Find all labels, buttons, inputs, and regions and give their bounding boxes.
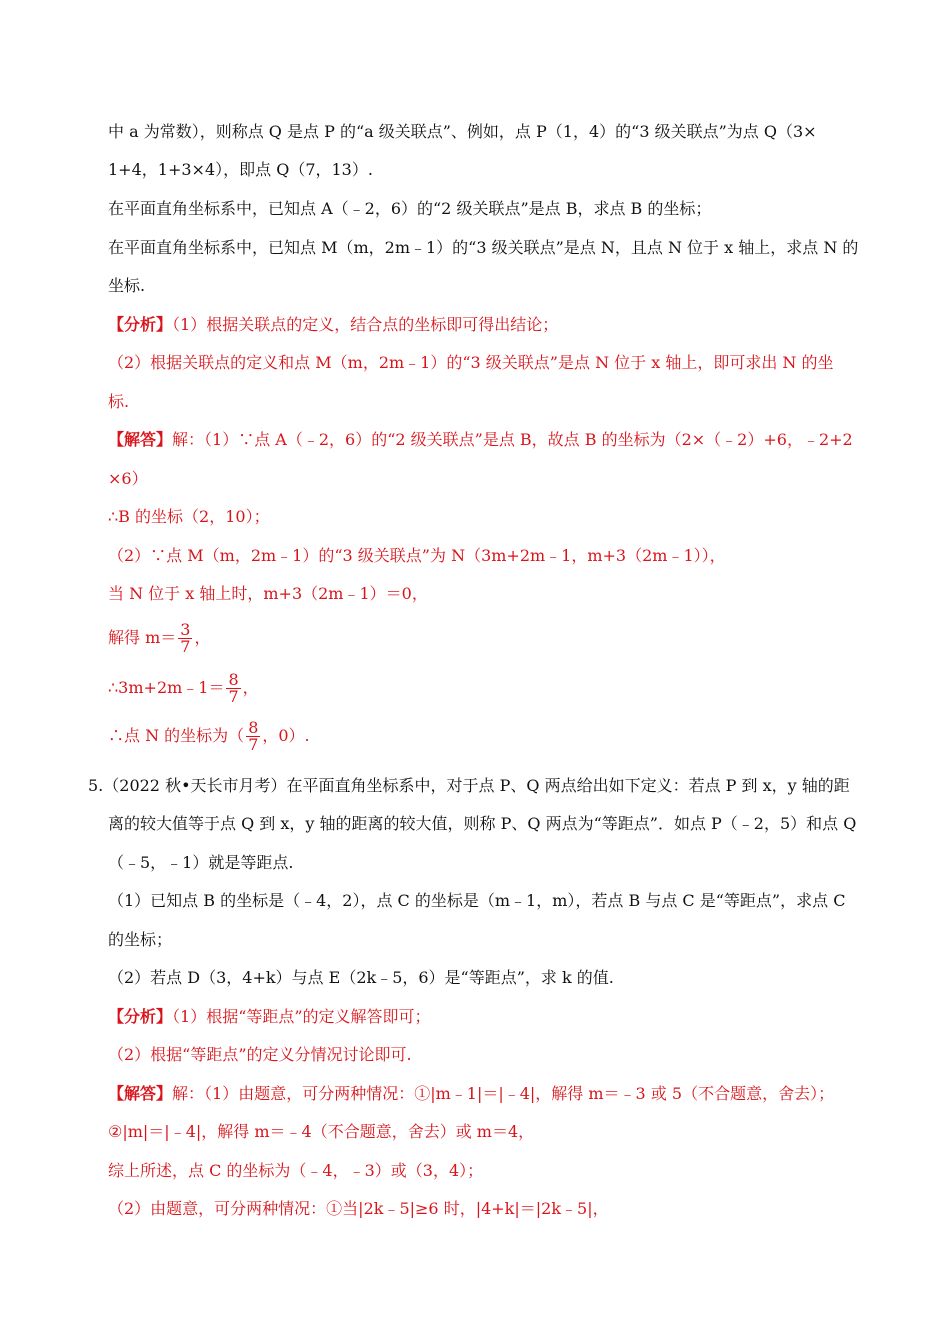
q4-solution-2: ∴B 的坐标（2，10）； bbox=[108, 507, 270, 526]
q5-part1-b: 的坐标； bbox=[108, 930, 173, 949]
q5-stem-3: （﹣5，﹣1）就是等距点. bbox=[108, 853, 294, 872]
fraction-numerator: 8 bbox=[228, 670, 239, 689]
q5-analysis-1 bbox=[108, 1007, 431, 1027]
q4-solution-7 bbox=[108, 720, 310, 753]
fraction-numerator: 3 bbox=[180, 620, 191, 639]
solution-5-prefix: 解得 m＝ bbox=[108, 628, 177, 647]
fraction-denominator: 7 bbox=[228, 687, 239, 706]
solution-tag: 【解答】 bbox=[108, 430, 173, 449]
analysis-text: （1）根据“等距点”的定义解答即可； bbox=[172, 1007, 431, 1026]
fraction-8-7 bbox=[226, 672, 240, 705]
q5-solution-4: （2）由题意，可分两种情况：①当|2k﹣5|≥6 时，|4+k|＝|2k﹣5|， bbox=[108, 1199, 609, 1218]
q4-solution-5 bbox=[108, 622, 210, 655]
intro-line-2: 1+4，1+3×4），即点 Q（7，13）. bbox=[108, 160, 373, 179]
analysis-tag: 【分析】 bbox=[108, 315, 173, 334]
q5-part2: （2）若点 D（3，4+k）与点 E（2k﹣5，6）是“等距点”，求 k 的值. bbox=[108, 968, 614, 987]
q5-stem-2: 离的较大值等于点 Q 到 x，y 轴的距离的较大值，则称 P、Q 两点为“等距点”．如点 P（﹣2，5）和点 Q bbox=[108, 814, 857, 833]
analysis-tag: 【分析】 bbox=[108, 1007, 173, 1026]
q4-analysis-2a: （2）根据关联点的定义和点 M（m，2m﹣1）的“3 级关联点”是点 N 位于 x 轴上，即可求出 N 的坐 bbox=[108, 353, 834, 372]
q4-solution-1a bbox=[108, 430, 853, 450]
fraction-numerator: 8 bbox=[248, 718, 259, 737]
solution-5-suffix: ， bbox=[194, 628, 211, 647]
q4-analysis-1 bbox=[108, 315, 558, 335]
q5-solution-1 bbox=[108, 1084, 834, 1104]
solution-text: 解：（1）由题意，可分两种情况：①|m﹣1|＝|﹣4|，解得 m＝﹣3 或 5（不合题意，舍去）； bbox=[172, 1084, 835, 1103]
fraction-denominator: 7 bbox=[248, 735, 259, 754]
q5-solution-2: ②|m|＝|﹣4|，解得 m＝﹣4（不合题意，舍去）或 m＝4， bbox=[108, 1122, 535, 1141]
fraction-3-7 bbox=[178, 622, 192, 655]
solution-7-prefix: ∴点 N 的坐标为（ bbox=[108, 726, 245, 745]
fraction-8-7 bbox=[246, 720, 260, 753]
intro-line-1: 中 a 为常数），则称点 Q 是点 P 的“a 级关联点”、例如，点 P（1，4）的“3 级关联点”为点 Q（3× bbox=[108, 122, 817, 141]
q4-solution-6 bbox=[108, 672, 259, 705]
solution-text: 解：（1）∵点 A（﹣2，6）的“2 级关联点”是点 B，故点 B 的坐标为（2×（﹣2）+6，﹣2+2 bbox=[172, 430, 853, 449]
q5-part1-a: （1）已知点 B 的坐标是（﹣4，2），点 C 的坐标是（m﹣1，m），若点 B 与点 C 是“等距点”，求点 C bbox=[108, 891, 846, 910]
q4-solution-3: （2）∵点 M（m，2m﹣1）的“3 级关联点”为 N（3m+2m﹣1，m+3（2m﹣1））， bbox=[108, 546, 726, 565]
q5-stem-1: 5.（2022 秋•天长市月考）在平面直角坐标系中，对于点 P、Q 两点给出如下定义：若点 P 到 x，y 轴的距 bbox=[88, 776, 850, 795]
analysis-text: （1）根据关联点的定义，结合点的坐标即可得出结论； bbox=[172, 315, 559, 334]
solution-7-suffix: ，0）. bbox=[262, 726, 310, 745]
fraction-denominator: 7 bbox=[180, 637, 191, 656]
q4-analysis-2b: 标. bbox=[108, 392, 130, 411]
q5-solution-3: 综上所述，点 C 的坐标为（﹣4，﹣3）或（3，4）； bbox=[108, 1161, 484, 1180]
intro-line-4: 在平面直角坐标系中，已知点 M（m，2m﹣1）的“3 级关联点”是点 N，且点 N 位于 x 轴上，求点 N 的 bbox=[108, 238, 859, 257]
solution-tag: 【解答】 bbox=[108, 1084, 173, 1103]
intro-line-5: 坐标. bbox=[108, 276, 146, 295]
q5-analysis-2: （2）根据“等距点”的定义分情况讨论即可. bbox=[108, 1045, 412, 1064]
solution-6-prefix: ∴3m+2m﹣1＝ bbox=[108, 678, 225, 697]
intro-line-3: 在平面直角坐标系中，已知点 A（﹣2，6）的“2 级关联点”是点 B，求点 B 的坐标； bbox=[108, 199, 712, 218]
q4-solution-4: 当 N 位于 x 轴上时，m+3（2m﹣1）＝0， bbox=[108, 584, 428, 603]
solution-6-suffix: ， bbox=[242, 678, 259, 697]
q4-solution-1b: ×6） bbox=[108, 469, 148, 488]
